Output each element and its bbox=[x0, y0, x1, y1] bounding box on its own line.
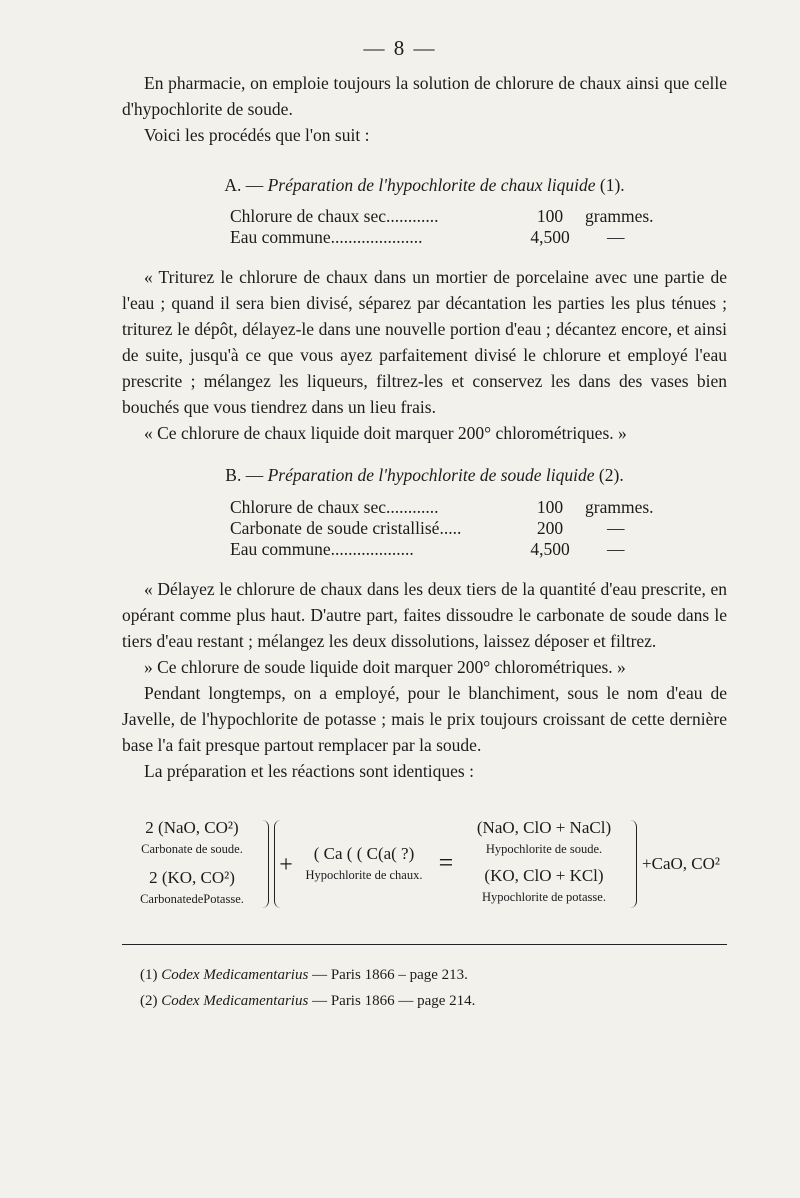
ingredient-name: Carbonate de soude cristallisé..... bbox=[230, 518, 462, 538]
section-a-closing: « Ce chlorure de chaux liquide doit marquer 200° chlorométriques. » bbox=[144, 423, 627, 443]
ingredient-qty: 4,500 bbox=[530, 227, 570, 247]
footnote-number: (1) bbox=[140, 967, 158, 983]
section-a-heading bbox=[122, 172, 727, 198]
intro-procedures: Voici les procédés que l'on suit : bbox=[144, 125, 370, 145]
recipe-a bbox=[230, 206, 717, 248]
formula-soda-carbonate: 2 (NaO, CO²) bbox=[145, 818, 239, 837]
ingredient-qty: 100 bbox=[536, 497, 564, 517]
section-a-note-ref: (1). bbox=[599, 175, 625, 195]
recipe-b bbox=[230, 497, 717, 560]
section-b-title: Préparation de l'hypochlorite de soude liquide bbox=[267, 465, 595, 485]
footnote bbox=[140, 962, 475, 988]
section-b-closing: » Ce chlorure de soude liquide doit marquer 200° chlorométriques. » bbox=[144, 657, 626, 677]
section-b-letter: B. bbox=[225, 465, 242, 485]
footnote-source: Codex Medicamentarius bbox=[161, 967, 309, 983]
recipe-row bbox=[230, 539, 717, 560]
plus-sign: + bbox=[279, 852, 293, 878]
section-b-instructions: « Délayez le chlorure de chaux dans les deux tiers de la quantité d'eau prescrite, en opérant comme plus haut. D'autre part, faites dissoudre le carbonate de soude dans le tiers d'eau restant ; mélangez les deux dissolutions, laissez déposer et filtrez. bbox=[122, 579, 727, 651]
formula-product-potash: (KO, ClO + KCl) bbox=[484, 866, 604, 885]
formula-potash-carbonate-label: CarbonatedePotasse. bbox=[140, 892, 244, 906]
footnotes bbox=[140, 962, 475, 1014]
recipe-row bbox=[230, 227, 717, 248]
chemical-equation bbox=[122, 818, 727, 918]
section-a-letter: A. bbox=[224, 175, 242, 195]
ingredient-unit: — bbox=[607, 227, 625, 247]
ingredient-unit: grammes. bbox=[585, 206, 654, 226]
ingredient-unit: — bbox=[607, 539, 625, 559]
ingredient-name: Eau commune................... bbox=[230, 539, 414, 559]
formula-product-potash-label: Hypochlorite de potasse. bbox=[482, 890, 606, 904]
formula-product-soda-label: Hypochlorite de soude. bbox=[485, 842, 603, 856]
ingredient-name: Chlorure de chaux sec............ bbox=[230, 497, 439, 517]
ingredient-unit: grammes. bbox=[585, 497, 654, 517]
recipe-row bbox=[230, 206, 717, 227]
formula-tail: +CaO, CO² bbox=[642, 854, 720, 873]
equals-sign: = bbox=[438, 848, 454, 877]
formula-hypochlorite-chaux: ( Ca ( ( C(a( ?) bbox=[313, 844, 415, 863]
recipe-row bbox=[230, 518, 717, 539]
footnote-number: (2) bbox=[140, 993, 158, 1009]
footnote bbox=[140, 988, 475, 1014]
formula-product-soda: (NaO, ClO + NaCl) bbox=[476, 818, 612, 837]
page-number: — 8 — bbox=[363, 36, 437, 60]
ingredient-unit: — bbox=[607, 518, 625, 538]
formula-hypochlorite-chaux-label: Hypochlorite de chaux. bbox=[305, 868, 423, 882]
ingredient-name: Chlorure de chaux sec............ bbox=[230, 206, 439, 226]
ingredient-qty: 4,500 bbox=[530, 539, 570, 559]
section-b-body bbox=[122, 576, 727, 784]
javelle-paragraph: Pendant longtemps, on a employé, pour le blanchiment, sous le nom d'eau de Javelle, de l'hypochlorite de potasse ; mais le prix toujours croissant de cette dernière base l'a fait presque partout remplacer par la soude. bbox=[122, 683, 727, 755]
ingredient-qty: 200 bbox=[536, 518, 564, 538]
recipe-row bbox=[230, 497, 717, 518]
left-brace bbox=[262, 820, 269, 908]
ingredient-qty: 100 bbox=[536, 206, 564, 226]
footnote-rule bbox=[122, 944, 727, 945]
section-a-body bbox=[122, 264, 727, 446]
intro-block bbox=[122, 70, 727, 148]
section-b-note-ref: (2). bbox=[598, 465, 624, 485]
section-a-title: Préparation de l'hypochlorite de chaux liquide bbox=[267, 175, 596, 195]
ingredient-name: Eau commune..................... bbox=[230, 227, 423, 247]
intro-paragraph: En pharmacie, on emploie toujours la solution de chlorure de chaux ainsi que celle d'hypochlorite de soude. bbox=[122, 73, 727, 119]
section-b-heading bbox=[122, 462, 727, 488]
footnote-detail: — Paris 1866 — page 214. bbox=[312, 993, 476, 1009]
footnote-source: Codex Medicamentarius bbox=[161, 993, 309, 1009]
section-a-dash: — bbox=[245, 175, 264, 195]
formula-soda-carbonate-label: Carbonate de soude. bbox=[141, 842, 243, 856]
footnote-detail: — Paris 1866 – page 213. bbox=[312, 967, 468, 983]
reactions-intro: La préparation et les réactions sont identiques : bbox=[144, 761, 474, 781]
section-b-dash: — bbox=[245, 465, 264, 485]
formula-potash-carbonate: 2 (KO, CO²) bbox=[149, 868, 235, 887]
section-a-instructions: « Triturez le chlorure de chaux dans un mortier de porcelaine avec une partie de l'eau ; quand il sera bien divisé, séparez par décantation les parties les plus ténues ; triturez le dépôt, délayez-le dans une nouvelle portion d'eau ; décantez encore, et ainsi de suite, jusqu'à ce que vous ayez parfaitement divisé le chlorure et employé l'eau prescrite ; mélangez les liqueurs, filtrez-les et conservez les dans des vases bien bouchés que vous tiendrez dans un lieu frais. bbox=[122, 267, 727, 417]
